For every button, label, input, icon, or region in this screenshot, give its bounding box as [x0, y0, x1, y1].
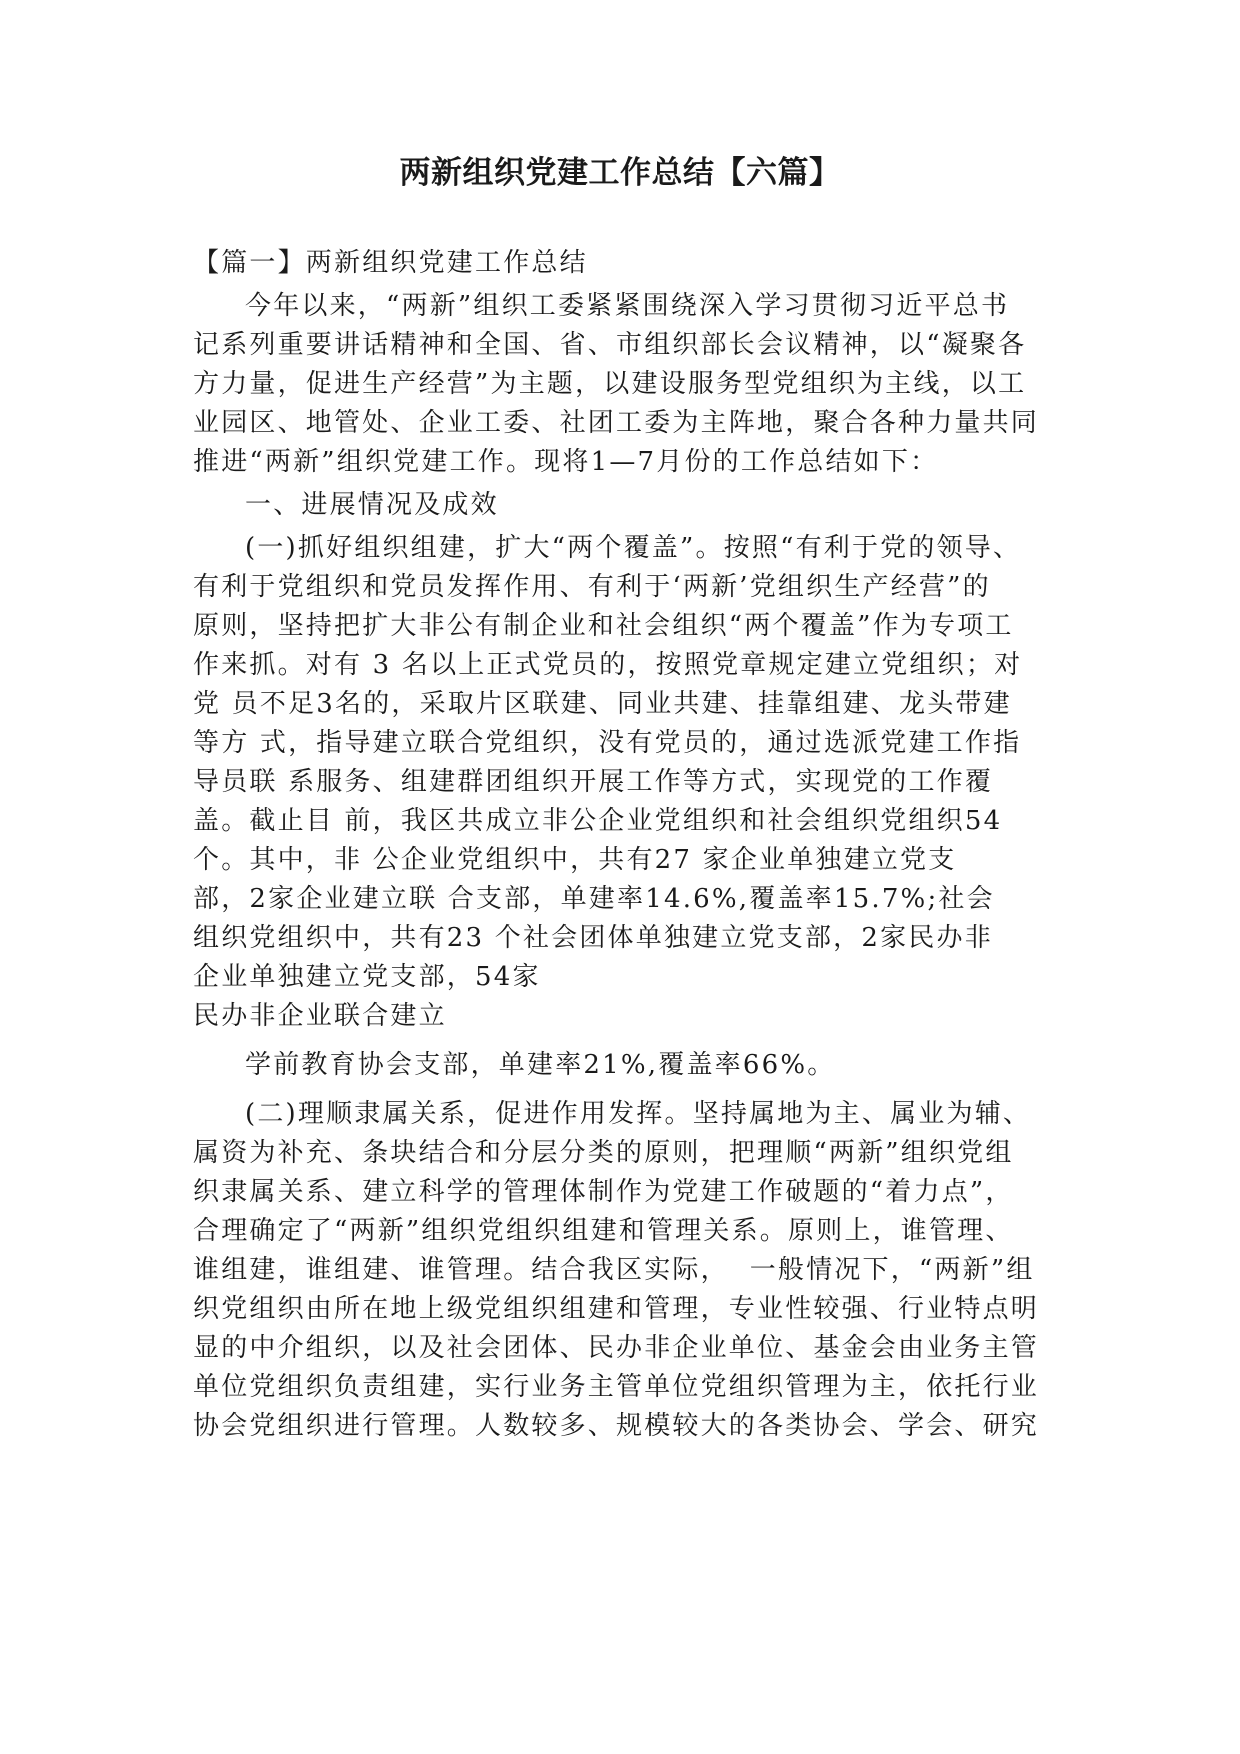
body-line: 个。其中，非 公企业党组织中，共有27 家企业单独建立党支: [193, 845, 957, 875]
body-line: 民办非企业联合建立: [193, 1001, 447, 1031]
body-line: 原则，坚持把扩大非公有制企业和社会组织“两个覆盖”作为专项工: [193, 611, 1014, 641]
body-line: 谁组建，谁组建、谁管理。结合我区实际， 一般情况下，“两新”组: [193, 1255, 1035, 1285]
body-line: 织党组织由所在地上级党组织组建和管理，专业性较强、行业特点明: [193, 1294, 1040, 1324]
body-line: 组织党组织中，共有23 个社会团体单独建立党支部，2家民办非: [193, 923, 993, 953]
document-title: 两新组织党建工作总结【六篇】: [399, 155, 841, 191]
body-line: 部，2家企业建立联 合支部，单建率14.6%,覆盖率15.7%;社会: [193, 884, 995, 914]
body-line: 合理确定了“两新”组织党组织组建和管理关系。原则上，谁管理、: [193, 1216, 1014, 1246]
body-line: 业园区、地管处、企业工委、社团工委为主阵地，聚合各种力量共同: [193, 408, 1040, 438]
body-line: 今年以来，“两新”组织工委紧紧围绕深入学习贯彻习近平总书: [245, 291, 1010, 321]
body-line: 协会党组织进行管理。人数较多、规模较大的各类协会、学会、研究: [193, 1411, 1040, 1441]
section-heading: 【篇一】两新组织党建工作总结: [193, 248, 588, 278]
body-line: 织隶属关系、建立科学的管理体制作为党建工作破题的“着力点”，: [193, 1177, 1014, 1207]
body-line: 属资为补充、条块结合和分层分类的原则，把理顺“两新”组织党组: [193, 1138, 1014, 1168]
body-line: 导员联 系服务、组建群团组织开展工作等方式，实现党的工作覆: [193, 767, 994, 797]
body-line: 学前教育协会支部，单建率21%,覆盖率66%。: [245, 1050, 836, 1080]
body-line: 推进“两新”组织党建工作。现将1—7月份的工作总结如下：: [193, 447, 939, 477]
body-line: 等方 式，指导建立联合党组织，没有党员的，通过选派党建工作指: [193, 728, 1022, 758]
body-line: (二)理顺隶属关系，促进作用发挥。坚持属地为主、属业为辅、: [245, 1099, 1032, 1129]
body-line: 盖。截止目 前，我区共成立非公企业党组织和社会组织党组织54: [193, 806, 1003, 836]
document-body: [193, 244, 1055, 1446]
subsection-heading: 一、进展情况及成效: [245, 490, 499, 520]
body-line: 作来抓。对有 3 名以上正式党员的，按照党章规定建立党组织；对: [193, 650, 1023, 680]
body-line: (一)抓好组织组建，扩大“两个覆盖”。按照“有利于党的领导、: [245, 533, 1022, 563]
body-line: 记系列重要讲话精神和全国、省、市组织部长会议精神，以“凝聚各: [193, 330, 1027, 360]
body-line: 单位党组织负责组建，实行业务主管单位党组织管理为主，依托行业: [193, 1372, 1040, 1402]
body-line: 企业单独建立党支部，54家: [193, 962, 541, 992]
body-line: 显的中介组织，以及社会团体、民办非企业单位、基金会由业务主管: [193, 1333, 1040, 1363]
body-line: 方力量，促进生产经营”为主题，以建设服务型党组织为主线，以工: [193, 369, 1027, 399]
body-line: 有利于党组织和党员发挥作用、有利于‘两新’党组织生产经营”的: [193, 572, 991, 602]
body-line: 党 员不足3名的，采取片区联建、同业共建、挂靠组建、龙头带建: [193, 689, 1012, 719]
